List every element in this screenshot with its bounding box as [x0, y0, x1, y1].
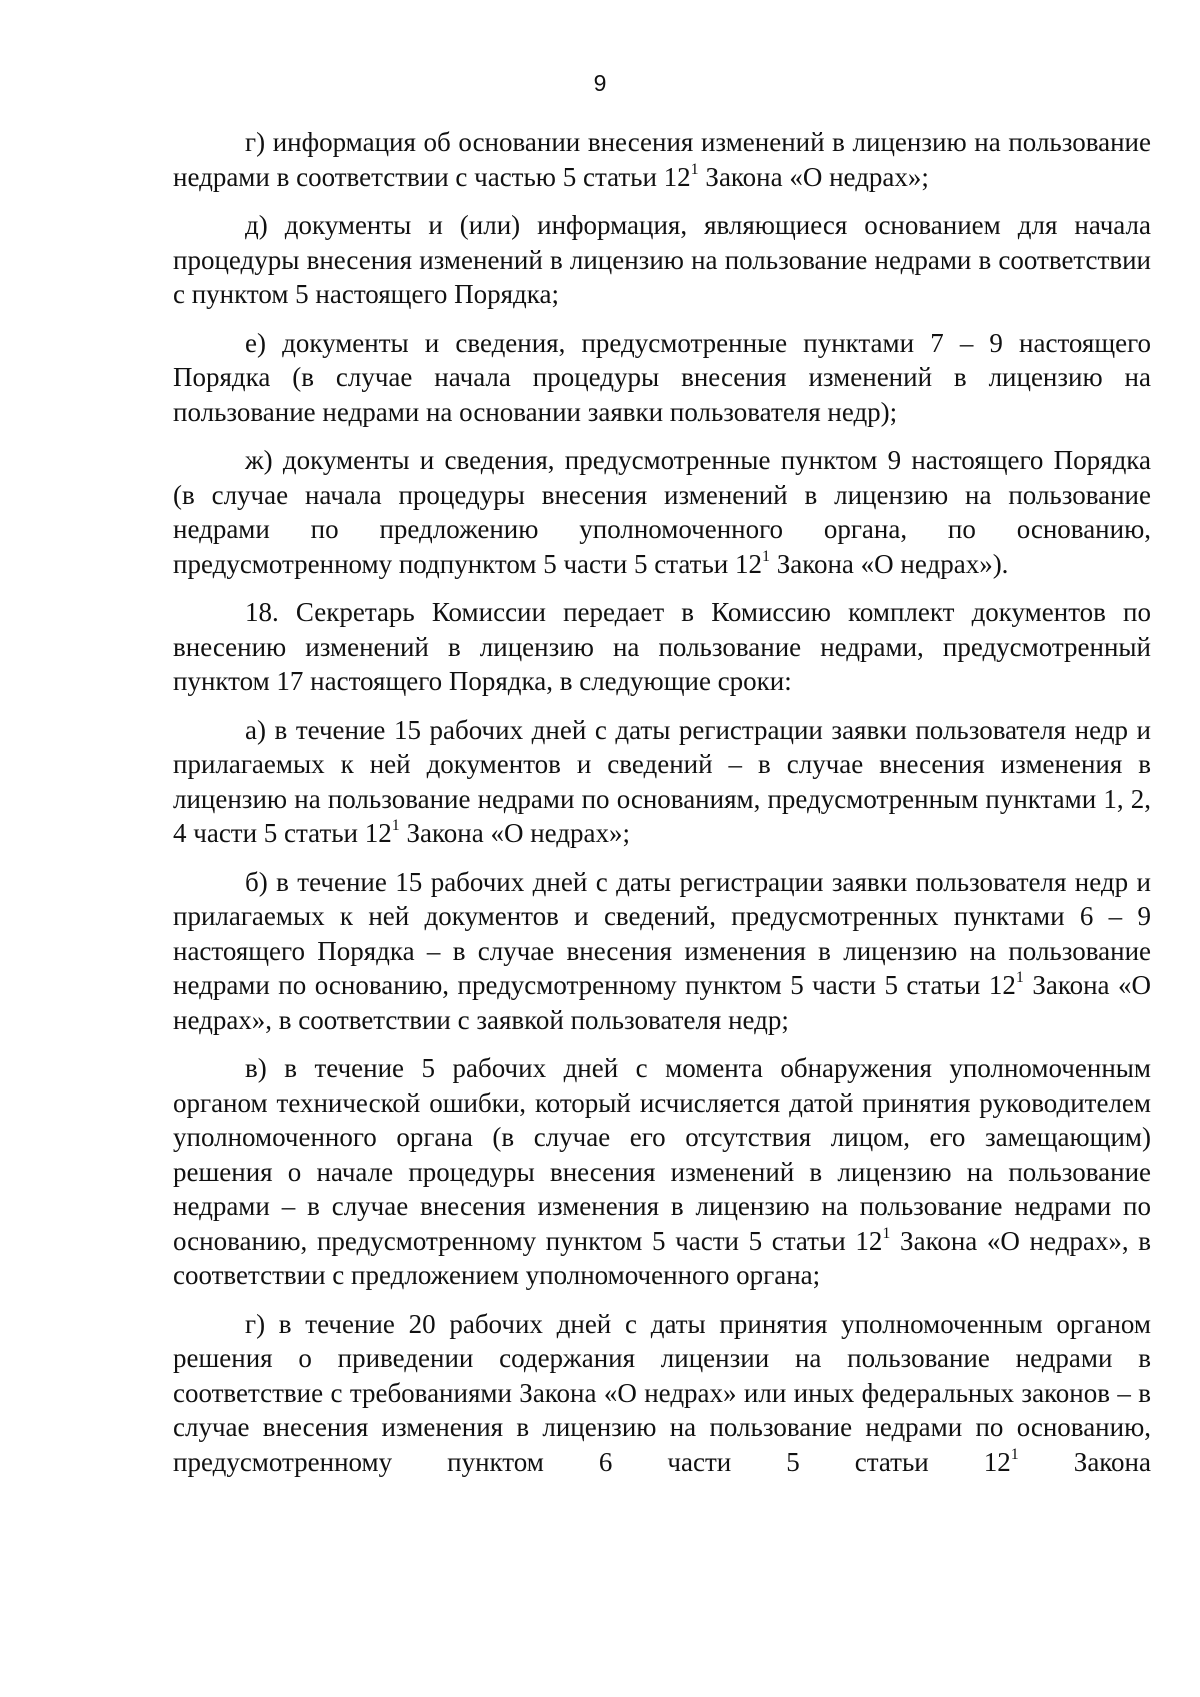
- paragraph-text: Закона «О недрах»;: [399, 818, 631, 848]
- paragraph-text: ж) документы и сведения, предусмотренные пунктом 9 настоящего Порядка (в случае начала процедуры внесения изменений в лицензию на пользование недрами по предложению уполномоченного органа, по основанию, предусмотренному подпунктом 5 части 5 статьи 12: [173, 445, 1151, 579]
- paragraph-e-documents: [173, 326, 1151, 430]
- superscript: 1: [1015, 969, 1024, 986]
- paragraph-text: Закона: [1018, 1446, 1151, 1477]
- paragraph-b-deadline: [173, 865, 1151, 1038]
- paragraph-text: 18. Секретарь Комиссии передает в Комиссию комплект документов по внесению изменений в лицензию на пользование недрами, предусмотренный пунктом 17 настоящего Порядка, в следующие сроки:: [173, 597, 1151, 696]
- paragraph-g-deadline: [173, 1307, 1151, 1480]
- paragraph-text: а) в течение 15 рабочих дней с даты регистрации заявки пользователя недр и прилагаемых к ней документов и сведений – в случае внесения изменения в лицензию на пользование недрами по основаниям, предусмотренным пунктами 1, 2, 4 части 5 статьи 12: [173, 714, 1151, 848]
- paragraph-text: г) в течение 20 рабочих дней с даты принятия уполномоченным органом решения о приведении содержания лицензии на пользование недрами в соответствие с требованиями Закона «О недрах» или иных федеральных законов – в случае внесения изменения в лицензию на пользование недрами по основанию, предусмотренному пунктом 6 части 5 статьи 12: [173, 1308, 1151, 1477]
- paragraph-text: б) в течение 15 рабочих дней с даты регистрации заявки пользователя недр и прилагаемых к ней документов и сведений, предусмотренных пунктами 6 – 9 настоящего Порядка – в случае внесения изменения в лицензию на пользование недрами по основанию, предусмотренному пунктом 5 части 5 статьи 12: [173, 866, 1151, 1000]
- paragraph-text: Закона «О недрах», в соответствии с предложением уполномоченного органа;: [173, 1225, 1151, 1290]
- paragraph-text: Закона «О недрах»;: [698, 161, 929, 192]
- paragraph-g-info-basis: [173, 125, 1151, 194]
- paragraph-a-deadline: [173, 713, 1151, 851]
- page-number: 9: [593, 70, 607, 96]
- paragraph-d-documents: [173, 208, 1151, 312]
- superscript: 1: [1010, 1445, 1019, 1463]
- paragraph-zh-documents: [173, 443, 1151, 581]
- document-body: [173, 125, 1151, 1493]
- paragraph-text: г) информация об основании внесения изменений в лицензию на пользование недрами в соответствии с частью 5 статьи 12: [173, 127, 1151, 192]
- superscript: 1: [391, 817, 400, 834]
- paragraph-text: д) документы и (или) информация, являющиеся основанием для начала процедуры внесения изменений в лицензию на пользование недрами в соответствии с пунктом 5 настоящего Порядка;: [173, 210, 1151, 309]
- paragraph-18-secretary: [173, 595, 1151, 699]
- paragraph-v-deadline: [173, 1051, 1151, 1293]
- superscript: 1: [690, 160, 699, 178]
- paragraph-text: Закона «О недрах»).: [769, 548, 1009, 579]
- paragraph-text: е) документы и сведения, предусмотренные пунктами 7 – 9 настоящего Порядка (в случае начала процедуры внесения изменений в лицензию на пользование недрами на основании заявки пользователя недр);: [173, 327, 1151, 427]
- paragraph-text: в) в течение 5 рабочих дней с момента обнаружения уполномоченным органом технической ошибки, который исчисляется датой принятия руководителем уполномоченного органа (в случае его отсутствия лицом, его замещающим) решения о начале процедуры внесения изменений в лицензию на пользование недрами – в случае внесения изменения в лицензию на пользование недрами по основанию, предусмотренному пунктом 5 части 5 статьи 12: [173, 1053, 1151, 1256]
- superscript: 1: [761, 547, 770, 565]
- paragraph-text: Закона «О недрах», в соответствии с заявкой пользователя недр;: [173, 970, 1151, 1035]
- superscript: 1: [882, 1224, 891, 1242]
